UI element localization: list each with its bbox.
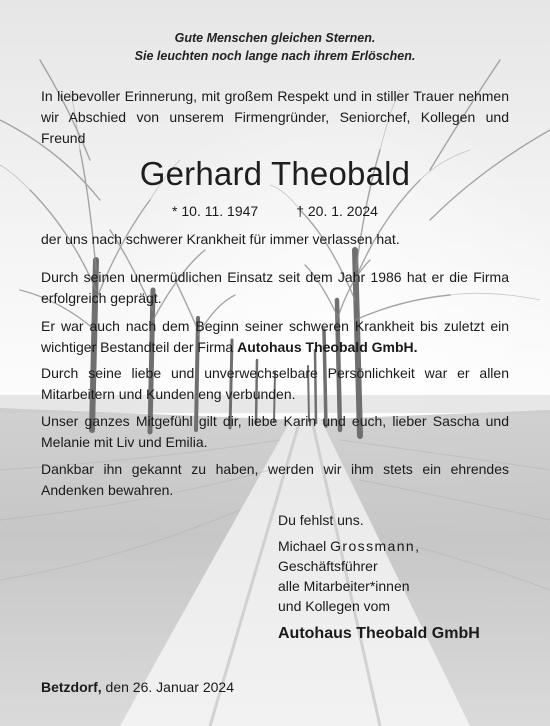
paragraph-1: der uns nach schwerer Krankheit für immer verlassen hat. [41, 231, 400, 247]
paragraph-3-text: Er war auch nach dem Beginn seiner schweren Krankheit bis zuletzt ein wichtiger Bestandteil der Firma [41, 318, 509, 355]
date: den 26. Januar 2024 [101, 679, 235, 695]
paragraph-5: Unser ganzes Mitgefühl gilt dir, liebe Karin und euch, lieber Sascha und Melanie mit Liv und Emilia. [41, 413, 509, 450]
signature-colleagues: und Kollegen vom [278, 598, 391, 614]
intro-text: In liebevoller Erinnerung, mit großem Respekt und in stiller Trauer nehmen wir Abschied von unserem Firmengründer, Seniorchef, Kollegen und Freund [41, 88, 509, 146]
company-name: Autohaus Theobald GmbH [278, 625, 480, 642]
signature-name [278, 536, 528, 556]
signature-role: Geschäftsführer [278, 558, 378, 574]
motto-quote [0, 29, 550, 65]
birth-date: * 10. 11. 1947 [172, 203, 259, 219]
signature-staff: alle Mitarbeiter*innen [278, 578, 410, 594]
signature-first-name: Michael [278, 538, 331, 554]
motto-line-2: Sie leuchten noch lange nach ihrem Erlöschen. [134, 49, 416, 63]
paragraph-3-company: Autohaus Theobald GmbH. [237, 339, 418, 355]
deceased-name: Gerhard Theobald [139, 155, 411, 192]
signature-line-1: Du fehlst uns. [278, 512, 364, 528]
paragraph-6: Dankbar ihn gekannt zu haben, werden wir ihm stets ein ehrendes Andenken bewahren. [41, 461, 509, 498]
death-date: † 20. 1. 2024 [296, 203, 378, 219]
motto-line-1: Gute Menschen gleichen Sternen. [174, 31, 376, 45]
paragraph-4: Durch seine liebe und unverwechselbare Persönlichkeit war er allen Mitarbeitern und Kunden eng verbunden. [41, 365, 509, 402]
place: Betzdorf, [41, 679, 102, 695]
signature-block [278, 510, 528, 616]
paragraph-2: Durch seinen unermüdlichen Einsatz seit dem Jahr 1986 hat er die Firma erfolgreich geprägt. [41, 269, 509, 306]
paragraph-3 [41, 316, 509, 358]
place-date [41, 677, 234, 697]
life-dates [0, 201, 550, 221]
signature-last-name: Grossmann, [330, 538, 421, 554]
